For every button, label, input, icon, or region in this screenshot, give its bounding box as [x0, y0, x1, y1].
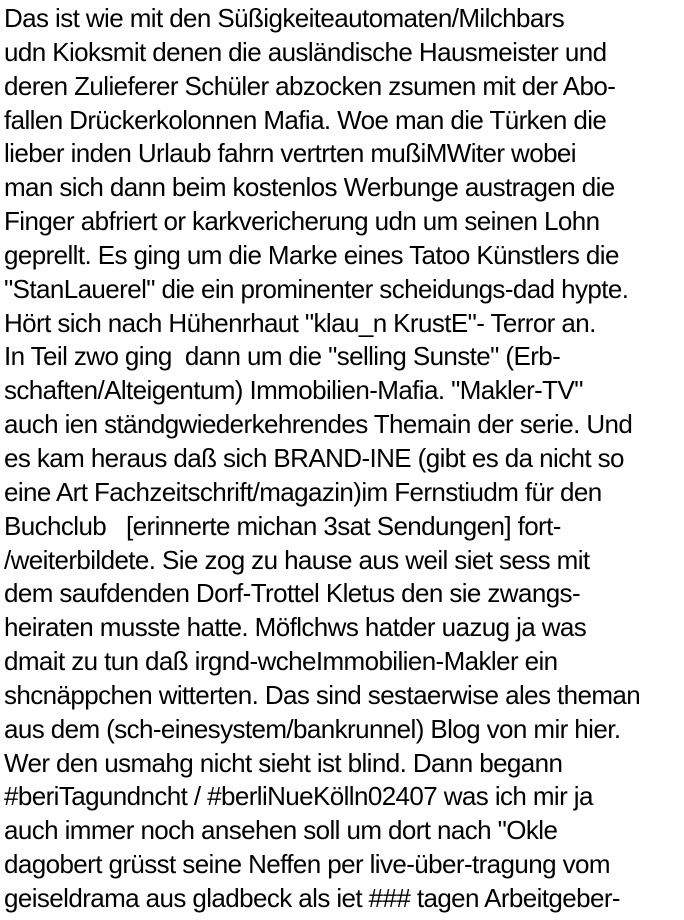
text-line: In Teil zwo ging dann um die "selling Sunste" (Erb-: [4, 341, 561, 372]
text-line: Buchclub [erinnerte michan 3sat Sendungen] fort-: [4, 510, 561, 541]
text-line: geprellt. Es ging um die Marke eines Tatoo Künstlers die: [4, 239, 619, 270]
text-line: eine Art Fachzeitschrift/magazin)im Fernstiudm für den: [4, 476, 602, 507]
text-line: "StanLauerel" die ein prominenter scheidungs-dad hypte.: [4, 273, 629, 304]
text-line: heiraten musste hatte. Möflchws hatder uazug ja was: [4, 612, 587, 643]
text-line: shcnäppchen witterten. Das sind sestaerwise ales theman: [4, 679, 641, 710]
text-line: dagobert grüsst seine Neffen per live-über-tragung vom: [4, 849, 610, 880]
text-line: Hört sich nach Hühenrhaut "klau_n KrustE"- Terror an.: [4, 307, 596, 338]
text-line: auch immer noch ansehen soll um dort nach "Okle: [4, 815, 558, 846]
text-line: udn Kioksmit denen die ausländische Hausmeister und: [4, 36, 607, 67]
text-line: man sich dann beim kostenlos Werbunge austragen die: [4, 172, 615, 203]
text-line: Finger abfriert or karkvericherung udn um seinen Lohn: [4, 206, 600, 237]
text-line: aus dem (sch-einesystem/bankrunnel) Blog von mir hier.: [4, 713, 621, 744]
text-line: /weiterbildete. Sie zog zu hause aus weil siet sess mit: [4, 544, 590, 575]
text-line: Wer den usmahg nicht sieht ist blind. Dann begann: [4, 747, 563, 778]
text-line: dem saufdenden Dorf-Trottel Kletus den sie zwangs-: [4, 578, 581, 609]
text-line: lieber inden Urlaub fahrn vertrten mußiMWiter wobei: [4, 138, 576, 169]
text-line: deren Zulieferer Schüler abzocken zsumen mit der Abo-: [4, 70, 616, 101]
text-line: auch ien ständgwiederkehrendes Themain der serie. Und: [4, 409, 633, 440]
text-line: geiseldrama aus gladbeck als iet ### tagen Arbeitgeber-: [4, 882, 620, 913]
text-line: #beriTagundncht / #berliNueKölln02407 was ich mir ja: [4, 781, 593, 812]
text-line: es kam heraus daß sich BRAND-INE (gibt es da nicht so: [4, 442, 624, 473]
text-line: Das ist wie mit den Süßigkeiteautomaten/Milchbars: [4, 3, 565, 33]
text-line: fallen Drückerkolonnen Mafia. Woe man die Türken die: [4, 104, 607, 135]
text-line: dmait zu tun daß irgnd-wcheImmobilien-Makler ein: [4, 646, 558, 677]
text-line: schaften/Alteigentum) Immobilien-Mafia. "Makler-TV": [4, 375, 583, 406]
